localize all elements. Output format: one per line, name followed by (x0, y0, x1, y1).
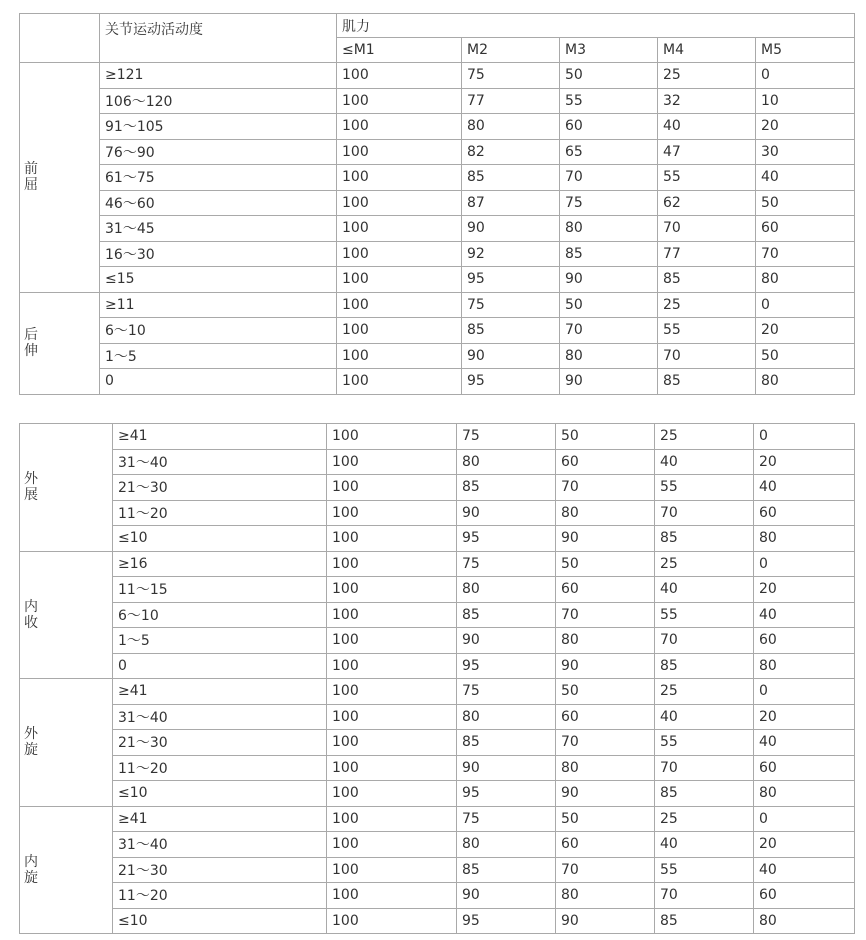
value-cell: 60 (556, 832, 655, 858)
rom-cell: 0 (113, 653, 327, 679)
value-cell: 20 (754, 832, 855, 858)
rom-cell: 0 (100, 369, 337, 395)
value-cell: 90 (462, 343, 560, 369)
value-cell: 70 (756, 241, 855, 267)
rom-cell: 1～5 (100, 343, 337, 369)
rom-cell: ≥41 (113, 679, 327, 705)
value-cell: 85 (462, 165, 560, 191)
value-cell: 90 (457, 500, 556, 526)
rom-cell: 6～10 (113, 602, 327, 628)
value-cell: 100 (337, 139, 462, 165)
table-row (20, 424, 855, 450)
value-cell: 50 (556, 551, 655, 577)
value-cell: 55 (658, 318, 756, 344)
table-row (20, 730, 855, 756)
rom-cell: 31～45 (100, 216, 337, 242)
value-cell: 100 (327, 730, 457, 756)
value-cell: 70 (556, 857, 655, 883)
value-cell: 65 (560, 139, 658, 165)
value-cell: 40 (655, 832, 754, 858)
value-cell: 70 (655, 500, 754, 526)
rom-cell: 21～30 (113, 857, 327, 883)
rom-cell: 16～30 (100, 241, 337, 267)
value-cell: 10 (756, 88, 855, 114)
rom-cell: ≤15 (100, 267, 337, 293)
rom-cell: 31～40 (113, 449, 327, 475)
table-row (20, 577, 855, 603)
value-cell: 90 (457, 755, 556, 781)
grade-header: M3 (560, 38, 658, 63)
motion-group-cell (20, 424, 113, 552)
value-cell: 40 (754, 475, 855, 501)
value-cell: 100 (327, 755, 457, 781)
value-cell: 60 (556, 577, 655, 603)
rom-cell: 31～40 (113, 704, 327, 730)
table-row (20, 267, 855, 293)
value-cell: 60 (754, 755, 855, 781)
table-row (20, 679, 855, 705)
value-cell: 95 (462, 369, 560, 395)
value-cell: 80 (556, 755, 655, 781)
value-cell: 0 (756, 292, 855, 318)
value-cell: 70 (556, 730, 655, 756)
table-row (20, 806, 855, 832)
rom-cell: ≤10 (113, 526, 327, 552)
table-row (20, 63, 855, 89)
value-cell: 50 (556, 806, 655, 832)
table-row (20, 602, 855, 628)
value-cell: 70 (658, 343, 756, 369)
value-cell: 75 (457, 679, 556, 705)
motion-group-cell (20, 551, 113, 679)
value-cell: 90 (556, 781, 655, 807)
value-cell: 50 (560, 292, 658, 318)
value-cell: 55 (658, 165, 756, 191)
value-cell: 60 (556, 704, 655, 730)
value-cell: 80 (560, 343, 658, 369)
grade-header: M2 (462, 38, 560, 63)
value-cell: 80 (754, 653, 855, 679)
value-cell: 70 (560, 165, 658, 191)
value-cell: 95 (462, 267, 560, 293)
motion-group-cell (20, 806, 113, 934)
value-cell: 75 (457, 424, 556, 450)
value-cell: 100 (327, 908, 457, 934)
strength-header: 肌力 (337, 14, 855, 38)
value-cell: 75 (560, 190, 658, 216)
rom-cell: ≥121 (100, 63, 337, 89)
rom-cell: ≥16 (113, 551, 327, 577)
table-row (20, 832, 855, 858)
value-cell: 60 (754, 500, 855, 526)
value-cell: 90 (556, 526, 655, 552)
table-row (20, 526, 855, 552)
value-cell: 40 (754, 602, 855, 628)
value-cell: 40 (756, 165, 855, 191)
value-cell: 100 (327, 806, 457, 832)
value-cell: 95 (457, 653, 556, 679)
value-cell: 70 (655, 883, 754, 909)
value-cell: 82 (462, 139, 560, 165)
value-cell: 80 (756, 369, 855, 395)
value-cell: 80 (457, 832, 556, 858)
table-row (20, 114, 855, 140)
value-cell: 85 (457, 857, 556, 883)
rom-cell: 91～105 (100, 114, 337, 140)
rom-cell: ≥41 (113, 806, 327, 832)
motion-label: 后伸 (24, 326, 38, 359)
value-cell: 25 (655, 679, 754, 705)
motion-label: 内收 (24, 598, 38, 631)
value-cell: 70 (655, 628, 754, 654)
value-cell: 80 (457, 449, 556, 475)
value-cell: 80 (560, 216, 658, 242)
value-cell: 40 (754, 857, 855, 883)
value-cell: 100 (337, 241, 462, 267)
value-cell: 100 (337, 369, 462, 395)
rom-cell: ≤10 (113, 781, 327, 807)
table-row (20, 165, 855, 191)
value-cell: 100 (327, 679, 457, 705)
value-cell: 70 (655, 755, 754, 781)
grade-header: ≤M1 (337, 38, 462, 63)
value-cell: 62 (658, 190, 756, 216)
value-cell: 20 (754, 577, 855, 603)
rom-cell: 6～10 (100, 318, 337, 344)
value-cell: 25 (655, 806, 754, 832)
value-cell: 70 (556, 602, 655, 628)
value-cell: 90 (560, 267, 658, 293)
rom-strength-table-1 (19, 13, 855, 395)
value-cell: 100 (327, 628, 457, 654)
value-cell: 85 (560, 241, 658, 267)
value-cell: 95 (457, 908, 556, 934)
value-cell: 100 (327, 526, 457, 552)
table-row (20, 369, 855, 395)
motion-label: 前屈 (24, 161, 38, 194)
rom-cell: 11～20 (113, 500, 327, 526)
rom-cell: ≥11 (100, 292, 337, 318)
value-cell: 70 (560, 318, 658, 344)
value-cell: 55 (560, 88, 658, 114)
value-cell: 85 (457, 730, 556, 756)
grade-header: M4 (658, 38, 756, 63)
value-cell: 75 (462, 63, 560, 89)
motion-group-cell (20, 63, 100, 293)
value-cell: 0 (754, 424, 855, 450)
value-cell: 100 (327, 653, 457, 679)
value-cell: 40 (658, 114, 756, 140)
value-cell: 100 (337, 88, 462, 114)
corner-cell (20, 14, 100, 63)
value-cell: 55 (655, 475, 754, 501)
value-cell: 60 (756, 216, 855, 242)
table-row (20, 139, 855, 165)
value-cell: 77 (658, 241, 756, 267)
value-cell: 25 (655, 551, 754, 577)
table-row (20, 88, 855, 114)
value-cell: 20 (754, 449, 855, 475)
motion-label: 外旋 (24, 726, 38, 759)
motion-label: 内旋 (24, 853, 38, 886)
value-cell: 80 (754, 781, 855, 807)
value-cell: 100 (337, 343, 462, 369)
rom-cell: ≥41 (113, 424, 327, 450)
value-cell: 32 (658, 88, 756, 114)
value-cell: 100 (327, 857, 457, 883)
value-cell: 100 (327, 704, 457, 730)
value-cell: 30 (756, 139, 855, 165)
value-cell: 40 (655, 704, 754, 730)
table-row (20, 857, 855, 883)
value-cell: 25 (658, 292, 756, 318)
value-cell: 85 (658, 369, 756, 395)
value-cell: 100 (327, 602, 457, 628)
value-cell: 100 (337, 318, 462, 344)
value-cell: 95 (457, 526, 556, 552)
value-cell: 50 (560, 63, 658, 89)
value-cell: 100 (327, 883, 457, 909)
table-row (20, 883, 855, 909)
rom-cell: ≤10 (113, 908, 327, 934)
table-row (20, 781, 855, 807)
value-cell: 87 (462, 190, 560, 216)
value-cell: 85 (655, 908, 754, 934)
table-row (20, 908, 855, 934)
table-row (20, 551, 855, 577)
table-row (20, 190, 855, 216)
value-cell: 80 (756, 267, 855, 293)
table-row (20, 628, 855, 654)
value-cell: 50 (556, 424, 655, 450)
table-row (20, 318, 855, 344)
value-cell: 55 (655, 730, 754, 756)
motion-group-cell (20, 679, 113, 807)
value-cell: 85 (462, 318, 560, 344)
value-cell: 0 (754, 551, 855, 577)
table-row (20, 241, 855, 267)
value-cell: 0 (754, 679, 855, 705)
value-cell: 100 (337, 292, 462, 318)
value-cell: 100 (327, 475, 457, 501)
grade-header: M5 (756, 38, 855, 63)
rom-cell: 76～90 (100, 139, 337, 165)
value-cell: 85 (655, 781, 754, 807)
value-cell: 0 (756, 63, 855, 89)
rom-cell: 61～75 (100, 165, 337, 191)
value-cell: 85 (457, 602, 556, 628)
value-cell: 90 (462, 216, 560, 242)
rom-cell: 31～40 (113, 832, 327, 858)
rom-cell: 46～60 (100, 190, 337, 216)
value-cell: 80 (754, 908, 855, 934)
motion-group-cell (20, 292, 100, 394)
rom-header: 关节运动活动度 (100, 14, 337, 63)
value-cell: 100 (327, 551, 457, 577)
value-cell: 92 (462, 241, 560, 267)
value-cell: 100 (337, 267, 462, 293)
value-cell: 50 (756, 343, 855, 369)
value-cell: 80 (556, 883, 655, 909)
motion-label: 外展 (24, 471, 38, 504)
value-cell: 0 (754, 806, 855, 832)
value-cell: 100 (327, 781, 457, 807)
value-cell: 25 (658, 63, 756, 89)
value-cell: 77 (462, 88, 560, 114)
value-cell: 47 (658, 139, 756, 165)
value-cell: 100 (327, 832, 457, 858)
table-row (20, 343, 855, 369)
value-cell: 100 (337, 190, 462, 216)
value-cell: 40 (655, 577, 754, 603)
value-cell: 60 (754, 628, 855, 654)
value-cell: 90 (457, 883, 556, 909)
rom-strength-table-2 (19, 423, 855, 934)
table-row (20, 704, 855, 730)
value-cell: 90 (556, 653, 655, 679)
value-cell: 20 (756, 114, 855, 140)
rom-cell: 1～5 (113, 628, 327, 654)
value-cell: 85 (655, 526, 754, 552)
value-cell: 20 (756, 318, 855, 344)
value-cell: 60 (754, 883, 855, 909)
value-cell: 75 (462, 292, 560, 318)
value-cell: 40 (655, 449, 754, 475)
value-cell: 50 (556, 679, 655, 705)
value-cell: 80 (754, 526, 855, 552)
table-row (20, 475, 855, 501)
value-cell: 90 (560, 369, 658, 395)
value-cell: 80 (457, 577, 556, 603)
value-cell: 50 (756, 190, 855, 216)
value-cell: 25 (655, 424, 754, 450)
rom-cell: 11～15 (113, 577, 327, 603)
value-cell: 75 (457, 806, 556, 832)
value-cell: 80 (457, 704, 556, 730)
value-cell: 85 (658, 267, 756, 293)
rom-cell: 21～30 (113, 475, 327, 501)
value-cell: 60 (556, 449, 655, 475)
value-cell: 85 (457, 475, 556, 501)
rom-cell: 106～120 (100, 88, 337, 114)
table-row (20, 500, 855, 526)
value-cell: 55 (655, 602, 754, 628)
header-row-1 (20, 14, 855, 38)
value-cell: 100 (327, 500, 457, 526)
value-cell: 100 (337, 114, 462, 140)
table-row (20, 755, 855, 781)
value-cell: 100 (337, 165, 462, 191)
value-cell: 100 (337, 216, 462, 242)
rom-cell: 21～30 (113, 730, 327, 756)
value-cell: 80 (556, 628, 655, 654)
value-cell: 100 (327, 424, 457, 450)
value-cell: 55 (655, 857, 754, 883)
rom-cell: 11～20 (113, 755, 327, 781)
value-cell: 75 (457, 551, 556, 577)
rom-cell: 11～20 (113, 883, 327, 909)
table-row (20, 449, 855, 475)
table-row (20, 292, 855, 318)
value-cell: 100 (337, 63, 462, 89)
value-cell: 100 (327, 577, 457, 603)
value-cell: 40 (754, 730, 855, 756)
table-row (20, 653, 855, 679)
table-row (20, 216, 855, 242)
value-cell: 90 (556, 908, 655, 934)
value-cell: 80 (556, 500, 655, 526)
value-cell: 95 (457, 781, 556, 807)
value-cell: 60 (560, 114, 658, 140)
value-cell: 70 (556, 475, 655, 501)
value-cell: 100 (327, 449, 457, 475)
value-cell: 80 (462, 114, 560, 140)
value-cell: 85 (655, 653, 754, 679)
value-cell: 70 (658, 216, 756, 242)
value-cell: 90 (457, 628, 556, 654)
value-cell: 20 (754, 704, 855, 730)
